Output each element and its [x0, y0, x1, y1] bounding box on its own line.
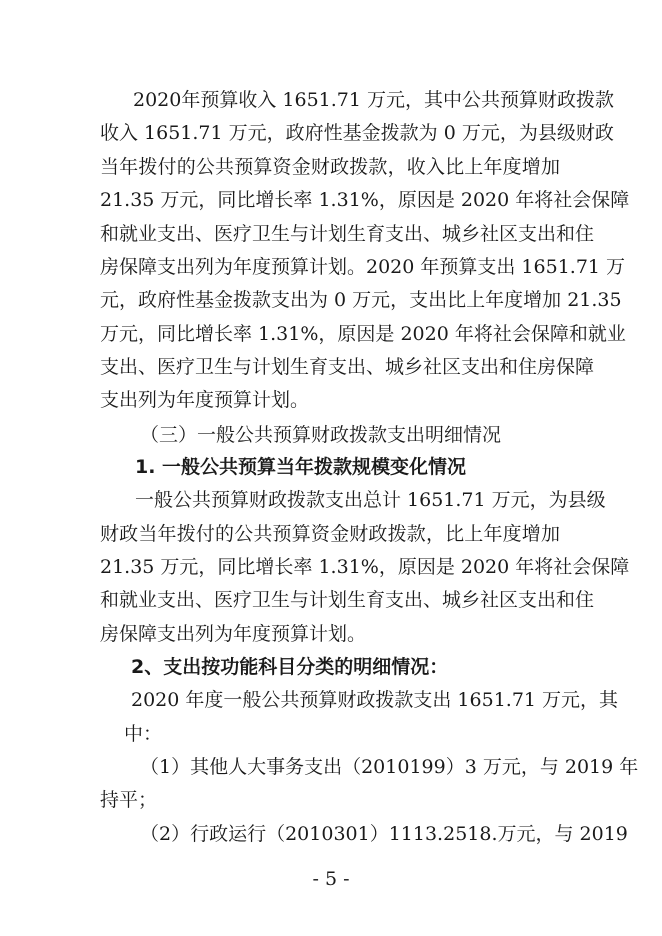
paragraph-line: 和就业支出、医疗卫生与计划生育支出、城乡社区支出和住: [100, 589, 595, 611]
paragraph-line: 财政当年拨付的公共预算资金财政拨款，比上年度增加: [100, 523, 560, 545]
paragraph-line: 元，政府性基金拨款支出为 0 万元，支出比上年度增加 21.35: [100, 289, 622, 311]
paragraph-line: 21.35 万元，同比增长率 1.31%，原因是 2020 年将社会保障: [100, 189, 630, 211]
paragraph-line: 房保障支出列为年度预算计划。2020 年预算支出 1651.71 万: [100, 256, 626, 278]
paragraph-line: 收入 1651.71 万元，政府性基金拨款为 0 万元，为县级财政: [100, 122, 614, 144]
list-item-1: （1）其他人大事务支出（2010199）3 万元，与 2019 年: [140, 756, 639, 778]
paragraph-line: 房保障支出列为年度预算计划。: [100, 623, 367, 645]
paragraph-line: 21.35 万元，同比增长率 1.31%，原因是 2020 年将社会保障: [100, 556, 630, 578]
paragraph-line: 一般公共预算财政拨款支出总计 1651.71 万元，为县级: [135, 489, 606, 511]
section-heading: （三）一般公共预算财政拨款支出明细情况: [140, 424, 502, 446]
page-number: - 5 -: [312, 868, 350, 890]
paragraph-line: 2020年预算收入 1651.71 万元，其中公共预算财政拨款: [133, 89, 615, 111]
paragraph-line: 当年拨付的公共预算资金财政拨款，收入比上年度增加: [100, 156, 560, 178]
paragraph-line: 支出列为年度预算计划。: [100, 389, 310, 411]
paragraph-line: 和就业支出、医疗卫生与计划生育支出、城乡社区支出和住: [100, 223, 595, 245]
paragraph-line: 支出、医疗卫生与计划生育支出、城乡社区支出和住房保障: [100, 356, 595, 378]
list-item-2: （2）行政运行（2010301）1113.2518.万元，与 2019: [140, 823, 628, 845]
subheading-2: 2、支出按功能科目分类的明细情况：: [131, 656, 449, 678]
paragraph-line: 万元，同比增长率 1.31%，原因是 2020 年将社会保障和就业: [100, 323, 626, 345]
list-item-1-cont: 持平；: [100, 789, 158, 811]
subheading-1: 1. 一般公共预算当年拨款规模变化情况: [135, 456, 467, 478]
paragraph-line: 2020 年度一般公共预算财政拨款支出 1651.71 万元，其: [131, 689, 619, 711]
paragraph-line: 中：: [124, 723, 163, 745]
